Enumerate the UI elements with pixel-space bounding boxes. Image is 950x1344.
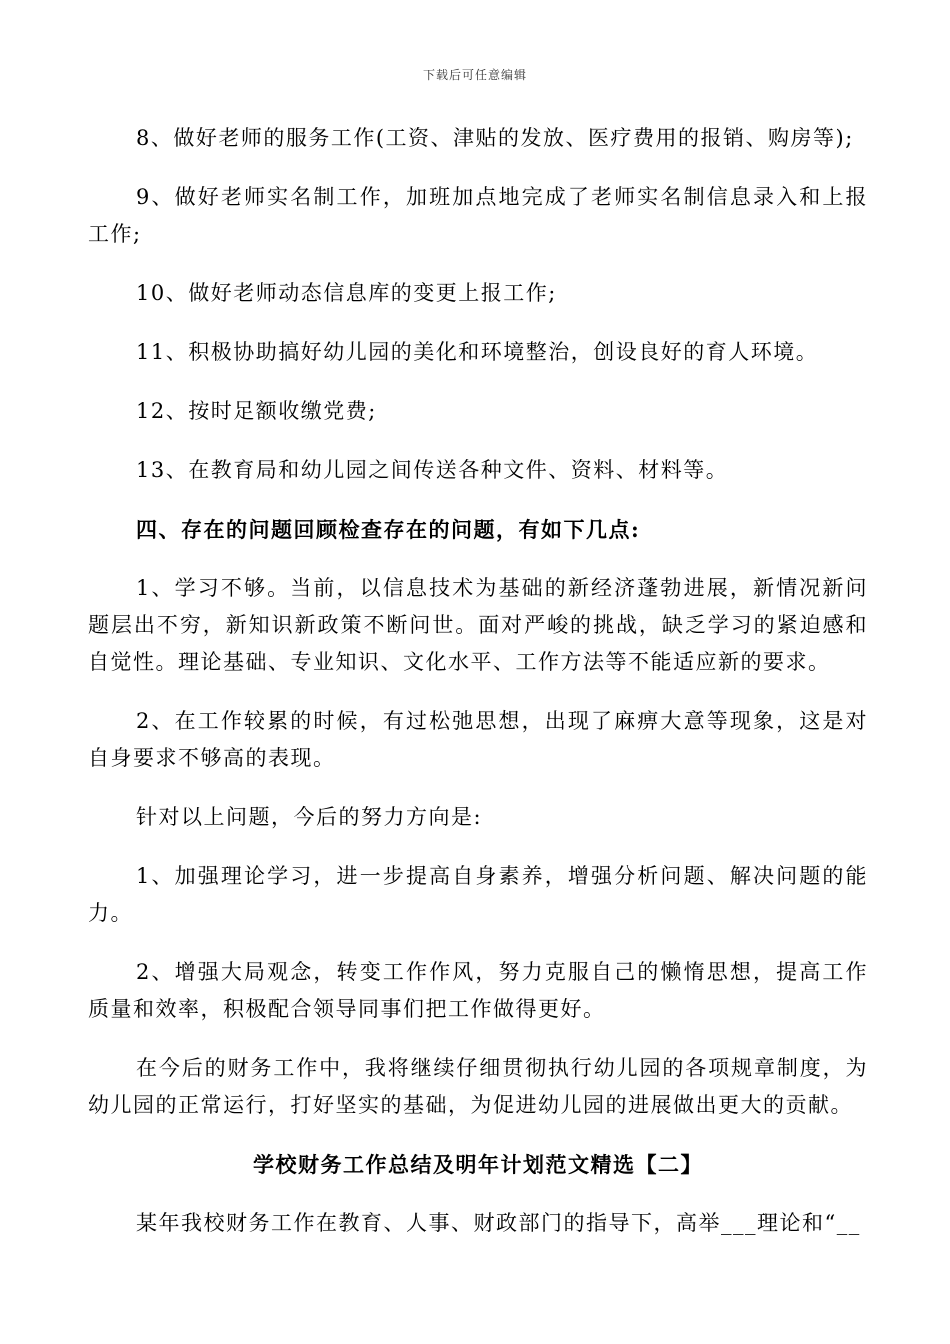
paragraph-item-9: 9、做好老师实名制工作，加班加点地完成了老师实名制信息录入和上报工作; xyxy=(88,185,868,246)
paragraph-conclusion: 在今后的财务工作中，我将继续仔细贯彻执行幼儿园的各项规章制度，为幼儿园的正常运行，打好坚实的基础，为促进幼儿园的进展做出更大的贡献。 xyxy=(88,1056,868,1117)
paragraph-item-11: 11、积极协助搞好幼儿园的美化和环境整治，创设良好的育人环境。 xyxy=(136,340,819,364)
paragraph-direction-2: 2、增强大局观念，转变工作作风，努力克服自己的懒惰思想，提高工作质量和效率，积极配合领导同事们把工作做得更好。 xyxy=(88,960,868,1021)
paragraph-direction-1: 1、加强理论学习，进一步提高自身素养，增强分析问题、解决问题的能力。 xyxy=(88,864,868,925)
paragraph-problem-2: 2、在工作较累的时候，有过松弛思想，出现了麻痹大意等现象，这是对自身要求不够高的表现。 xyxy=(88,709,868,770)
document-body xyxy=(88,120,868,1264)
paragraph-next-section: 某年我校财务工作在教育、人事、财政部门的指导下，高举___理论和“__ xyxy=(136,1211,861,1235)
paragraph-item-8: 8、做好老师的服务工作(工资、津贴的发放、医疗费用的报销、购房等); xyxy=(136,126,854,150)
header-note: 下载后可任意编辑 xyxy=(422,68,527,82)
section-title: 学校财务工作总结及明年计划范文精选【二】 xyxy=(253,1152,703,1177)
paragraph-item-13: 13、在教育局和幼儿园之间传送各种文件、资料、材料等。 xyxy=(136,458,729,482)
paragraph-item-10: 10、做好老师动态信息库的变更上报工作; xyxy=(136,281,557,305)
paragraph-item-12: 12、按时足额收缴党费; xyxy=(136,399,377,423)
paragraph-problem-1: 1、学习不够。当前，以信息技术为基础的新经济蓬勃进展，新情况新问题层出不穷，新知识新政策不断问世。面对严峻的挑战，缺乏学习的紧迫感和自觉性。理论基础、专业知识、文化水平、工作方法等不能适应新的要求。 xyxy=(88,576,868,674)
section-heading-problems: 四、存在的问题回顾检查存在的问题，有如下几点: xyxy=(136,517,641,542)
paragraph-direction-intro: 针对以上问题，今后的努力方向是: xyxy=(136,805,483,829)
